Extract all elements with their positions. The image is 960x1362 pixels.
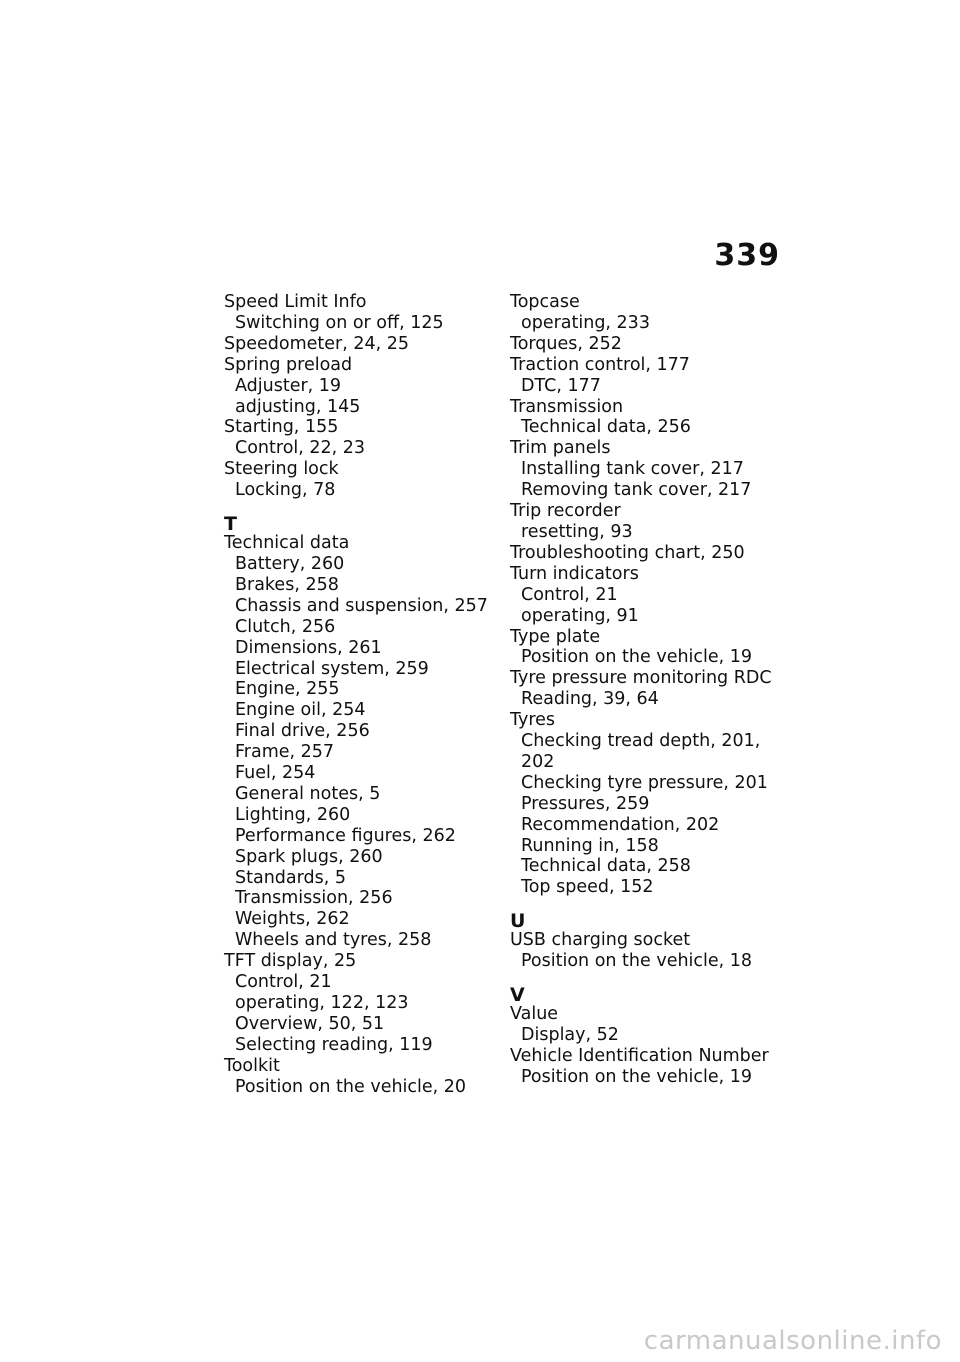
index-sub-entry: Installing tank cover, 217 — [521, 459, 744, 480]
index-main-entry: Tyres — [510, 710, 556, 731]
index-sub-entry: Frame, 257 — [235, 742, 335, 763]
index-main-entry: Speedometer, 24, 25 — [224, 333, 409, 354]
index-sub-entry: Checking tyre pressure, 201 — [521, 772, 768, 793]
index-main-entry: Turn indicators — [510, 563, 639, 584]
index-sub-entry: Control, 21 — [235, 972, 332, 993]
index-sub-entry: Control, 21 — [521, 584, 618, 605]
index-section-letter: U — [510, 910, 526, 933]
index-main-entry: Torques, 252 — [510, 333, 622, 354]
index-sub-entry: Pressures, 259 — [521, 793, 650, 814]
index-main-entry: USB charging socket — [510, 930, 691, 951]
index-sub-entry: Electrical system, 259 — [235, 658, 429, 679]
index-sub-entry: Position on the vehicle, 18 — [521, 951, 753, 972]
index-sub-entry: Dimensions, 261 — [235, 637, 382, 658]
index-column-left — [224, 292, 494, 1098]
index-sub-entry: Overview, 50, 51 — [235, 1013, 385, 1034]
index-sub-entry: Reading, 39, 64 — [521, 689, 659, 710]
index-sub-entry: operating, 233 — [521, 312, 650, 333]
page-number: 339 — [714, 238, 780, 273]
index-sub-entry: operating, 122, 123 — [235, 993, 409, 1013]
index-sub-entry: Final drive, 256 — [235, 721, 370, 742]
index-main-entry: TFT display, 25 — [224, 951, 357, 972]
index-sub-entry: Technical data, 256 — [521, 417, 691, 438]
index-sub-entry: Control, 22, 23 — [235, 438, 366, 459]
index-main-entry: Trip recorder — [510, 501, 621, 522]
index-sub-entry: Removing tank cover, 217 — [521, 480, 752, 501]
index-sub-entry: resetting, 93 — [521, 521, 633, 542]
index-main-entry: Trim panels — [510, 438, 611, 459]
index-sub-entry: Performance figures, 262 — [235, 825, 456, 846]
index-main-entry: Value — [510, 1004, 559, 1025]
index-sub-entry: Adjuster, 19 — [235, 375, 342, 396]
index-main-entry: Technical data — [224, 533, 350, 554]
index-main-entry: Speed Limit Info — [224, 292, 367, 312]
index-main-entry: Type plate — [510, 626, 601, 647]
index-sub-entry: Position on the vehicle, 20 — [235, 1076, 467, 1097]
watermark: carmanualsonline.info — [643, 1326, 942, 1356]
index-sub-entry: Weights, 262 — [235, 909, 350, 930]
index-section-letter: T — [224, 513, 237, 536]
index-sub-entry: Running in, 158 — [521, 835, 659, 856]
index-main-entry: Spring preload — [224, 354, 353, 375]
index-sub-entry: Technical data, 258 — [521, 856, 691, 877]
index-sub-entry: Engine oil, 254 — [235, 700, 366, 721]
index-sub-entry: Engine, 255 — [235, 679, 340, 700]
index-sub-entry: Position on the vehicle, 19 — [521, 1066, 753, 1087]
index-main-entry: Tyre pressure monitoring RDC — [510, 668, 772, 689]
index-sub-entry: Lighting, 260 — [235, 804, 351, 825]
index-sub-entry: Display, 52 — [521, 1025, 619, 1045]
index-sub-entry: Wheels and tyres, 258 — [235, 930, 432, 951]
index-sub-entry: Transmission, 256 — [235, 888, 393, 909]
index-sub-entry: Battery, 260 — [235, 553, 345, 574]
index-main-entry: Topcase — [510, 292, 580, 312]
index-sub-entry: Chassis and suspension, 257 — [235, 595, 488, 616]
index-sub-entry: DTC, 177 — [521, 375, 601, 396]
index-sub-entry: Fuel, 254 — [235, 763, 316, 784]
index-sub-entry: Standards, 5 — [235, 867, 346, 888]
index-sub-entry: Recommendation, 202 — [521, 814, 720, 835]
index-sub-entry: Switching on or off, 125 — [235, 312, 444, 333]
index-sub-entry: Brakes, 258 — [235, 574, 339, 595]
index-sub-entry: Spark plugs, 260 — [235, 846, 383, 867]
index-sub-entry: Selecting reading, 119 — [235, 1034, 433, 1055]
index-sub-entry: Top speed, 152 — [521, 877, 654, 898]
index-sub-entry: operating, 91 — [521, 605, 639, 626]
index-sub-entry: Checking tread depth, 201, 202 — [521, 731, 761, 772]
index-sub-entry: adjusting, 145 — [235, 396, 361, 417]
index-main-entry: Vehicle Identification Number — [510, 1045, 769, 1066]
index-main-entry: Steering lock — [224, 459, 339, 480]
index-sub-entry: General notes, 5 — [235, 783, 381, 804]
index-section-letter: V — [510, 984, 525, 1007]
index-column-right — [510, 292, 780, 1088]
index-main-entry: Troubleshooting chart, 250 — [510, 542, 745, 563]
index-main-entry: Toolkit — [224, 1055, 280, 1076]
index-main-entry: Traction control, 177 — [510, 354, 690, 375]
index-sub-entry: Locking, 78 — [235, 480, 336, 501]
index-main-entry: Starting, 155 — [224, 417, 339, 438]
index-sub-entry: Clutch, 256 — [235, 616, 336, 637]
index-sub-entry: Position on the vehicle, 19 — [521, 647, 753, 668]
index-main-entry: Transmission — [510, 396, 624, 417]
